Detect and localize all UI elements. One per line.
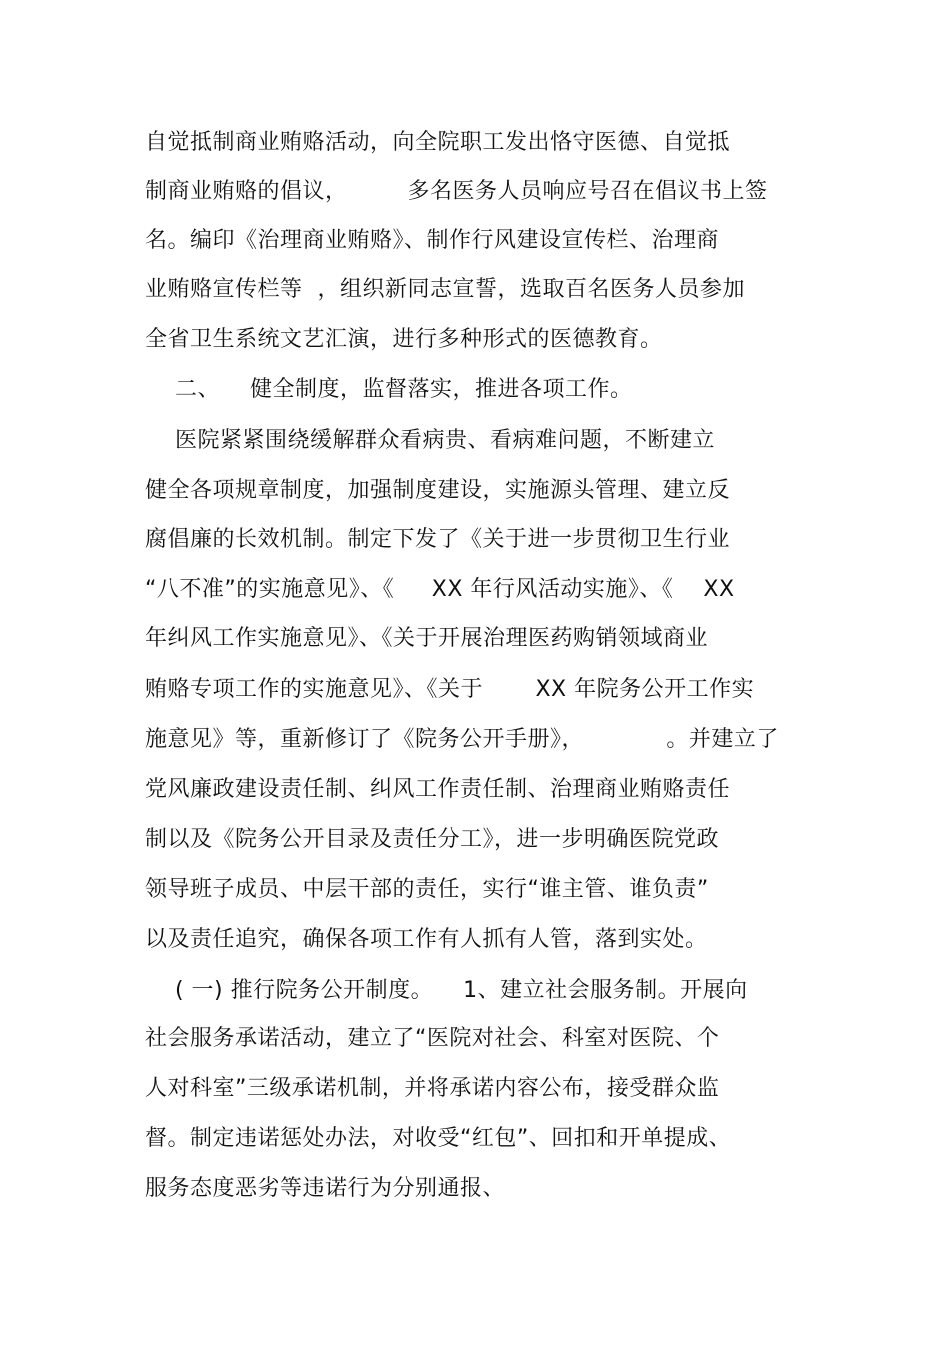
- text-line: 人对科室”三级承诺机制，并将承诺内容公布，接受群众监: [145, 1076, 720, 1101]
- text-line: 社会服务承诺活动，建立了“医院对社会、科室对医院、个: [145, 1026, 720, 1051]
- text-line: 制商业贿赂的倡议， 多名医务人员响应号召在倡议书上签: [145, 179, 768, 204]
- section-heading: 二、 健全制度，监督落实，推进各项工作。: [145, 377, 633, 402]
- text-line: 名。编印《治理商业贿赂》、制作行风建设宣传栏、治理商: [145, 228, 720, 253]
- text-line: “八不准”的实施意见》、《 XX 年行风活动实施》、《 XX: [145, 577, 735, 602]
- text-line: 医院紧紧围绕缓解群众看病贵、看病难问题，不断建立: [145, 428, 715, 453]
- text-line: 贿赂专项工作的实施意见》、《关于 XX 年院务公开工作实: [145, 677, 755, 702]
- text-line: 施意见》等，重新修订了《院务公开手册》， 。并建立了: [145, 727, 779, 752]
- text-line: 年纠风工作实施意见》、《关于开展治理医药购销领域商业: [145, 626, 709, 651]
- text-line: 党风廉政建设责任制、纠风工作责任制、治理商业贿赂责任: [145, 777, 731, 802]
- text-line: 业贿赂宣传栏等 ，组织新同志宣誓，选取百名医务人员参加: [145, 277, 745, 302]
- text-line: 以及责任追究，确保各项工作有人抓有人管，落到实处。: [145, 927, 708, 952]
- text-line: 督。制定违诺惩处办法，对收受“红包”、回扣和开单提成、: [145, 1126, 732, 1151]
- text-line: ( 一) 推行院务公开制度。 1、建立社会服务制。开展向: [145, 978, 748, 1003]
- text-line: 全省卫生系统文艺汇演，进行多种形式的医德教育。: [145, 327, 663, 352]
- text-line: 服务态度恶劣等违诺行为分别通报、: [145, 1176, 506, 1201]
- text-line: 腐倡廉的长效机制。制定下发了《关于进一步贯彻卫生行业: [145, 527, 731, 552]
- text-line: 领导班子成员、中层干部的责任，实行“谁主管、谁负责”: [145, 877, 709, 902]
- text-line: 制以及《院务公开目录及责任分工》，进一步明确医院党政: [145, 827, 720, 852]
- text-line: 健全各项规章制度，加强制度建设，实施源头管理、建立反: [145, 478, 731, 503]
- text-line: 自觉抵制商业贿赂活动，向全院职工发出恪守医德、自觉抵: [145, 130, 731, 155]
